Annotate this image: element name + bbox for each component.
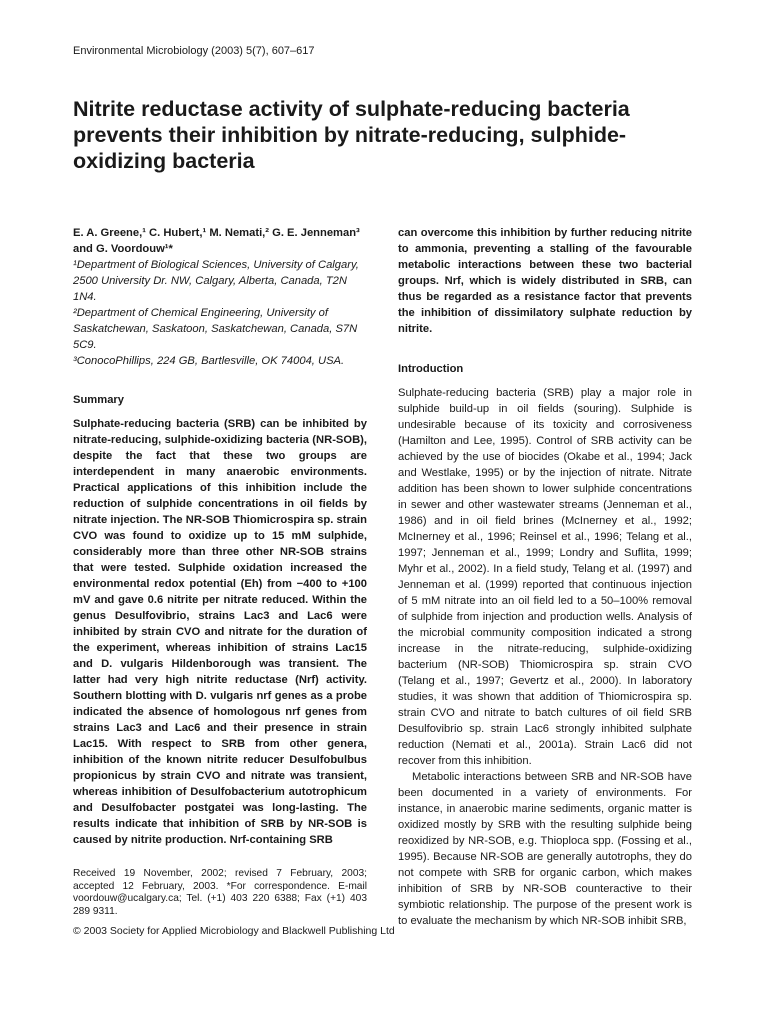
left-column — [73, 225, 367, 848]
author-list — [73, 225, 367, 257]
affiliation: ¹Department of Biological Sciences, University of Calgary, 2500 University Dr. NW, Calgary, Alberta, Canada, T2N 1N4. — [73, 259, 359, 303]
author-line: and G. Voordouw¹* — [73, 243, 173, 255]
introduction-heading: Introduction — [398, 363, 464, 375]
summary-continuation: can overcome this inhibition by further reducing nitrite to ammonia, preventing a stalling of the favourable metabolic interactions between these two bacterial groups. Nrf, which is widely distributed in SRB, can thus be regarded as a resistance factor that prevents the inhibition of dissimilatory sulphate reduction by nitrite. — [398, 227, 692, 335]
article-title: Nitrite reductase activity of sulphate-reducing bacteria prevents their inhibition by nitrate-reducing, sulphide-oxidizing bacteria — [73, 97, 630, 173]
affiliation: ²Department of Chemical Engineering, University of Saskatchewan, Saskatoon, Saskatchewan, Canada, S7N 5C9. — [73, 307, 358, 351]
received-note: Received 19 November, 2002; revised 7 February, 2003; accepted 12 February, 2003. *For correspondence. E-mail voordouw@ucalgary.ca; Tel. (+1) 403 220 6388; Fax (+1) 403 289 9311. — [73, 868, 367, 917]
copyright-line: © 2003 Society for Applied Microbiology and Blackwell Publishing Ltd — [73, 925, 395, 937]
intro-paragraph: Sulphate-reducing bacteria (SRB) play a major role in sulphide build-up in oil fields (souring). Sulphide is undesirable because of its toxicity and corrosiveness (Hamilton and Lee, 1995). Control of SRB activity can be achieved by the use of biocides (Okabe et al., 1994; Jack and Westlake, 1995) or by the injection of nitrate. Nitrate addition has been shown to lower sulphide concentrations in sewer and other wastewater streams (Jenneman et al., 1986) and in oil field brines (McInerney et al., 1992; McInerney et al., 1996; Reinsel et al., 1996; Telang et al., 1997; Jenneman et al., 1999; Londry and Suflita, 1999; Myhr et al., 2002). In a field study, Telang et al. (1997) and Jenneman et al. (1999) reported that continuous injection of 5 mM nitrate into an oil field led to a 50–100% removal of sulphide from injection and production wells. Analysis of the microbial community composition indicated a strong increase in the nitrate-reducing, sulphide-oxidizing bacterium (NR-SOB) Thiomicrospira sp. strain CVO (Telang et al., 1997; Gevertz et al., 2000). In laboratory studies, it was shown that addition of Thiomicrospira sp. strain CVO and nitrate to batch cultures of oil field SRB Desulfovibrio sp. strain Lac6 strongly inhibited sulphate reduction (Nemati et al., 2001a). Strain Lac6 did not recover from this inhibition. — [398, 387, 692, 767]
affiliation: ³ConocoPhillips, 224 GB, Bartlesville, OK 74004, USA. — [73, 355, 345, 367]
right-column — [398, 225, 692, 929]
summary-text: Sulphate-reducing bacteria (SRB) can be inhibited by nitrate-reducing, sulphide-oxidizing bacteria (NR-SOB), despite the fact that these two groups are interdependent in many anaerobic environments. Practical applications of this inhibition include the reduction of sulphide concentrations in oil fields by nitrate injection. The NR-SOB Thiomicrospira sp. strain CVO was found to oxidize up to 15 mM sulphide, considerably more than three other NR-SOB strains that were tested. Sulphide oxidation increased the environmental redox potential (Eh) from −400 to +100 mV and gave 0.6 nitrite per nitrate reduced. Within the genus Desulfovibrio, strains Lac3 and Lac6 were inhibited by strain CVO and nitrate for the duration of the experiment, whereas inhibition of strains Lac15 and D. vulgaris Hildenborough was transient. The latter had very high nitrite reductase (Nrf) activity. Southern blotting with D. vulgaris nrf genes as a probe indicated the absence of homologous nrf genes from strains Lac3 and Lac6 and their presence in strain Lac15. With respect to SRB from other genera, inhibition of the known nitrite reducer Desulfobulbus propionicus by strain CVO and nitrate was transient, whereas inhibition of Desulfobacterium autotrophicum and Desulfobacter postgatei was long-lasting. The results indicate that inhibition of SRB by NR-SOB is caused by nitrite production. Nrf-containing SRB — [73, 418, 367, 846]
summary-heading: Summary — [73, 394, 124, 406]
intro-paragraph: Metabolic interactions between SRB and NR-SOB have been documented in a variety of environments. For instance, in anaerobic marine sediments, organic matter is oxidized mostly by SRB with the resulting sulphide being reoxidized by NR-SOB, e.g. Thioploca spp. (Fossing et al., 1995). Because NR-SOB are generally autotrophs, they do not compete with SRB for organic carbon, which makes inhibition of SRB by NR-SOB counteractive to their symbiotic relationship. The purpose of the present work is to evaluate the mechanism by which NR-SOB inhibit SRB, — [398, 771, 692, 927]
author-line: E. A. Greene,¹ C. Hubert,¹ M. Nemati,² G. E. Jenneman³ — [73, 227, 360, 239]
journal-citation: Environmental Microbiology (2003) 5(7), 607–617 — [73, 45, 315, 57]
